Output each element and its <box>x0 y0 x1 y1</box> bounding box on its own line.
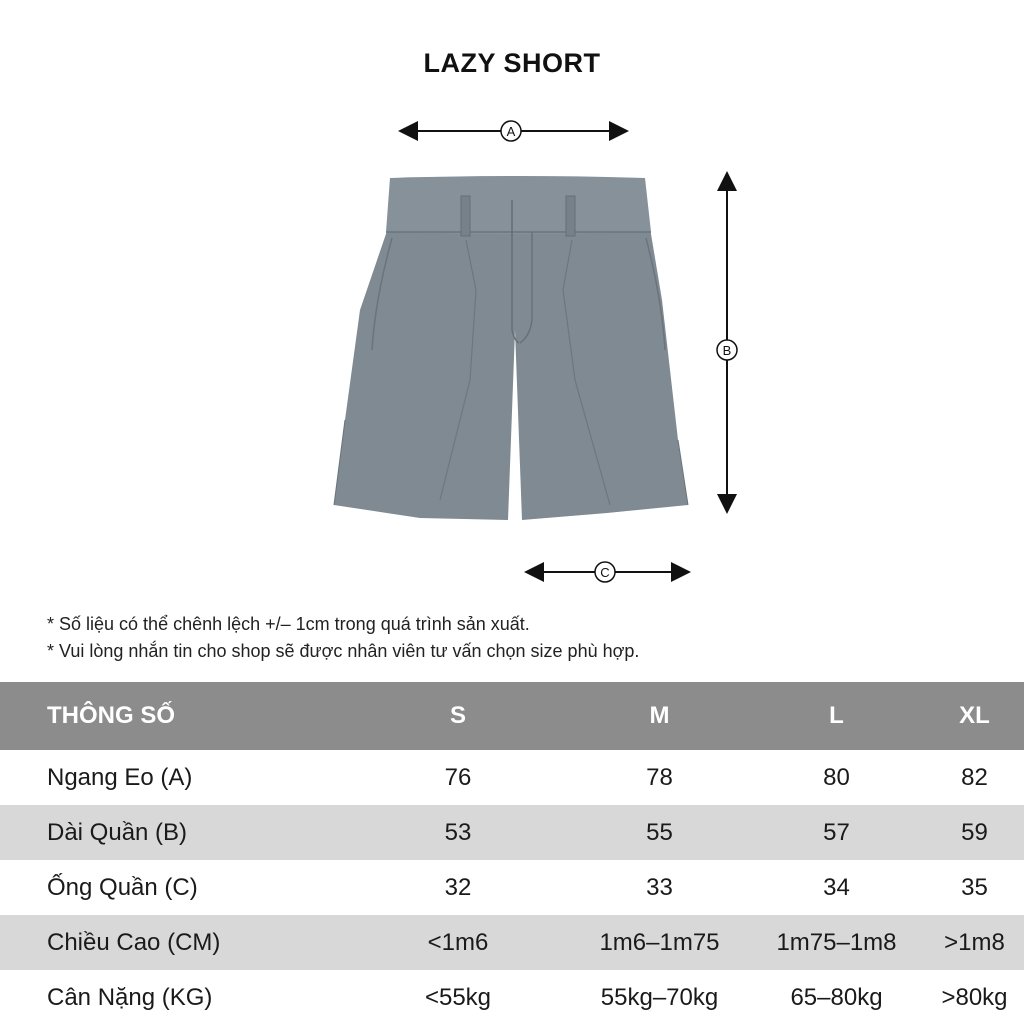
table-cell: Cân Nặng (KG) <box>47 983 213 1011</box>
table-cell: 32 <box>444 873 472 901</box>
header-cell: THÔNG SỐ <box>0 682 345 750</box>
table-cell: 53 <box>345 805 571 860</box>
table-cell: Ống Quần (C) <box>47 873 198 901</box>
table-cell: 76 <box>444 763 472 791</box>
table-cell: <1m6 <box>345 915 571 970</box>
arrow-a <box>402 121 625 141</box>
page-title: LAZY SHORT <box>423 48 601 78</box>
marker-a-label: A <box>506 124 516 139</box>
marker-b-label: B <box>722 343 732 358</box>
arrow-c <box>528 562 687 582</box>
arrow-b <box>717 175 737 510</box>
table-cell: 1m75–1m8 <box>748 915 925 970</box>
table-cell: Ngang Eo (A) <box>47 763 193 791</box>
table-cell: <55kg <box>424 983 492 1011</box>
table-row <box>0 860 1024 915</box>
table-cell: >1m8 <box>925 915 1024 970</box>
table-cell: 35 <box>961 873 988 901</box>
table-cell: 1m6–1m75 <box>571 915 748 970</box>
table-cell: 82 <box>961 763 988 791</box>
note-line: * Số liệu có thể chênh lệch +/– 1cm trong quá trình sản xuất. <box>47 614 530 634</box>
shorts-image <box>334 176 688 520</box>
table-cell: 34 <box>823 873 850 901</box>
header-cell: M <box>571 682 748 750</box>
table-row <box>0 915 1024 970</box>
table-cell: 59 <box>925 805 1024 860</box>
table-cell: 80 <box>823 763 850 791</box>
header-cell: L <box>748 682 925 750</box>
marker-c-label: C <box>600 565 610 580</box>
notes <box>47 611 639 665</box>
table-cell: 33 <box>646 873 673 901</box>
header-cell: XL <box>925 682 1024 750</box>
table-cell: 55 <box>571 805 748 860</box>
table-cell: 78 <box>646 763 673 791</box>
table-row <box>0 750 1024 805</box>
table-cell: 55kg–70kg <box>600 983 719 1011</box>
table-cell: 57 <box>748 805 925 860</box>
table-row <box>0 970 1024 1025</box>
table-cell: Chiều Cao (CM) <box>0 915 345 970</box>
note-line: * Vui lòng nhắn tin cho shop sẽ được nhân viên tư vấn chọn size phù hợp. <box>47 641 640 661</box>
table-row <box>0 805 1024 860</box>
table-cell: >80kg <box>941 983 1008 1011</box>
header-cell: S <box>345 682 571 750</box>
size-table <box>0 682 1024 1025</box>
table-cell: Dài Quần (B) <box>0 805 345 860</box>
table-cell: 65–80kg <box>790 983 883 1011</box>
size-table-header <box>0 682 1024 750</box>
